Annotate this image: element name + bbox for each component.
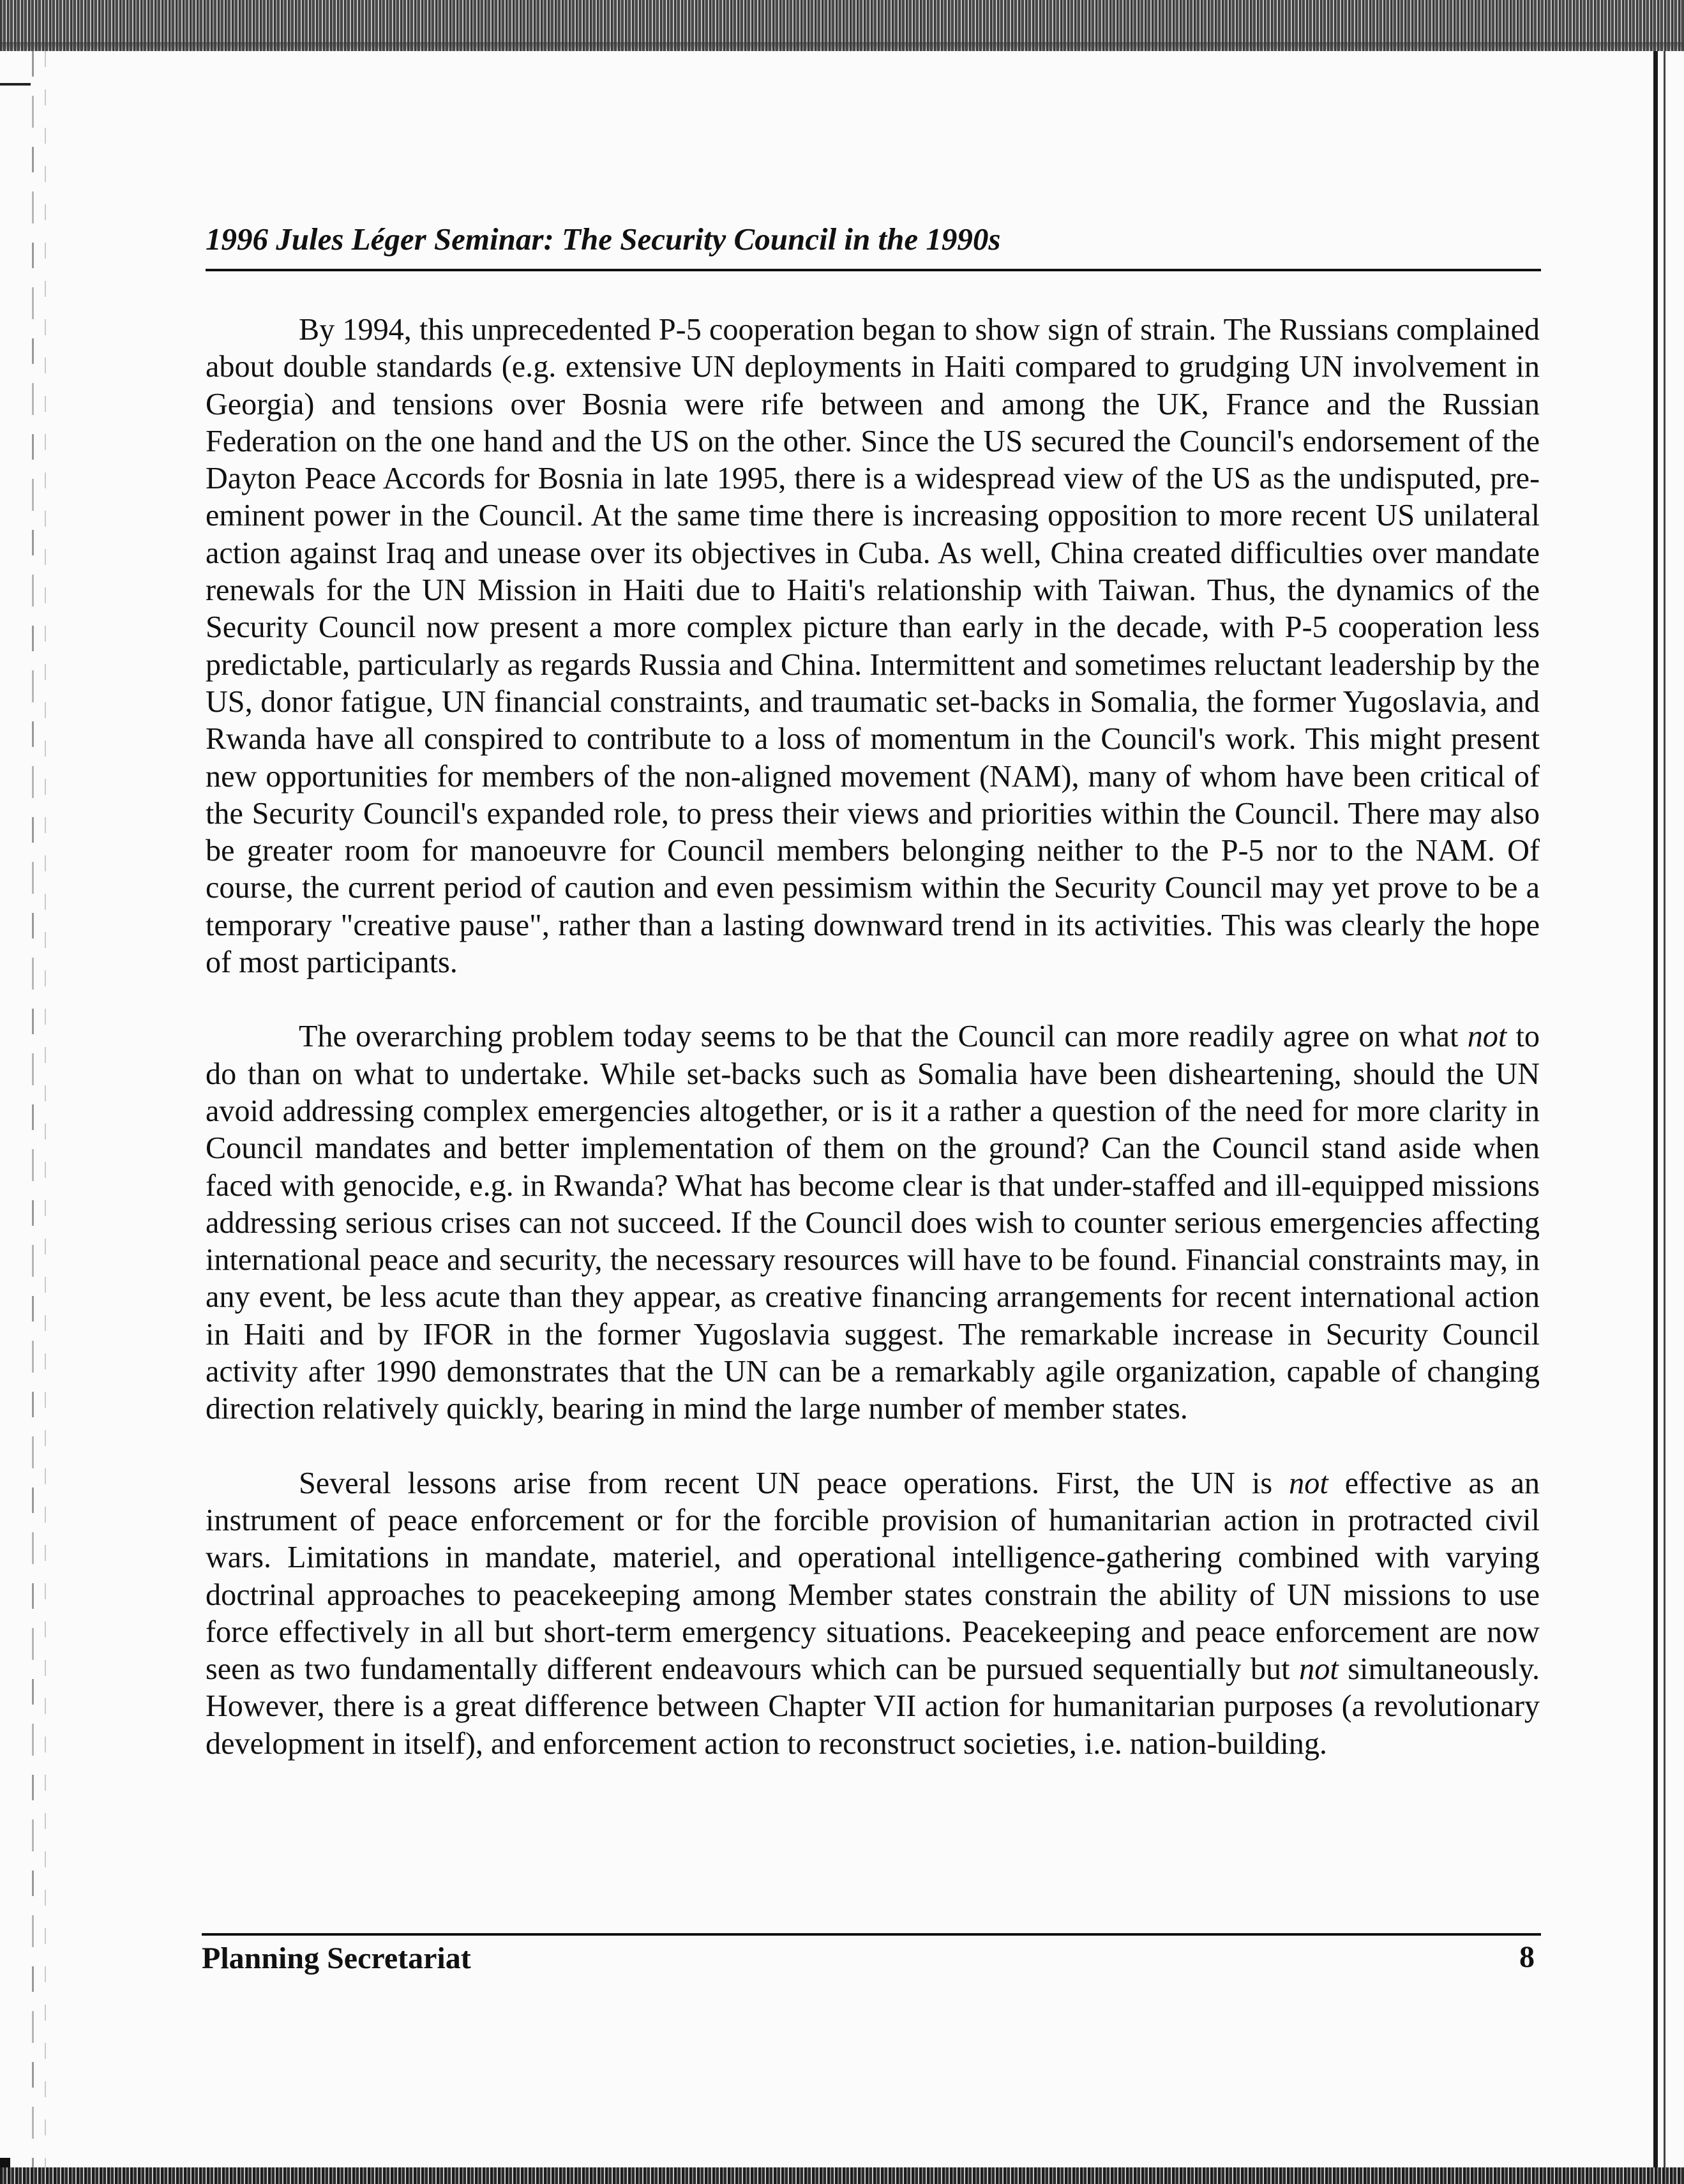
paragraph-1 [206,312,1540,981]
scan-artifact-right-secondary [1664,51,1665,2171]
scan-artifact-left-secondary [45,51,46,2171]
paragraph-3-emphasis-2: not [1299,1652,1339,1687]
paragraph-2 [206,1018,1540,1427]
footer-organization: Planning Secretariat [202,1941,471,1975]
paragraph-3-text-b: effective as an instrument of peace enforcement or for the forcible provision of humanitarian action in protracted civil wars. Limitations in mandate, materiel, and operational intelligence-gathering combined with varying doctrinal approaches to peacekeeping among Member states constrain the ability of UN missions to use force effectively in all but short-term emergency situations. Peacekeeping and peace enforcement are now seen as two fundamentally different endeavours which can be pursued sequentially but [206,1466,1540,1687]
paragraph-3 [206,1465,1540,1763]
paragraph-3-emphasis-1: not [1289,1466,1328,1500]
document-body [206,312,1540,1800]
scan-mark-top-left [0,83,31,86]
running-header: 1996 Jules Léger Seminar: The Security Council in the 1990s [206,222,1001,257]
scan-artifact-left [32,51,34,2171]
paragraph-3-text-c: simultaneously. However, there is a great difference between Chapter VII action for humanitarian purposes (a revolutionary development in itself), and enforcement action to reconstruct societies, i.e. nation-building. [206,1652,1540,1761]
page-number: 8 [1519,1940,1535,1974]
paragraph-3-text-a: Several lessons arise from recent UN peace operations. First, the UN is [299,1466,1289,1500]
footer-rule [202,1933,1541,1936]
scan-artifact-top [0,0,1684,51]
paragraph-1-text: By 1994, this unprecedented P-5 cooperation began to show sign of strain. The Russians complained about double standards (e.g. extensive UN deployments in Haiti compared to grudging UN involvement in Georgia) and tensions over Bosnia were rife between and among the UK, France and the Russian Federation on the one hand and the US on the other. Since the US secured the Council's endorsement of the Dayton Peace Accords for Bosnia in late 1995, there is a widespread view of the US as the undisputed, pre-eminent power in the Council. At the same time there is increasing opposition to more recent US unilateral action against Iraq and unease over its objectives in Cuba. As well, China created difficulties over mandate renewals for the UN Mission in Haiti due to Haiti's relationship with Taiwan. Thus, the dynamics of the Security Council now present a more complex picture than early in the decade, with P-5 cooperation less predictable, particularly as regards Russia and China. Intermittent and sometimes reluctant leadership by the US, donor fatigue, UN financial constraints, and traumatic set-backs in Somalia, the former Yugoslavia, and Rwanda have all conspired to contribute to a loss of momentum in the Council's work. This might present new opportunities for members of the non-aligned movement (NAM), many of whom have been critical of the Security Council's expanded role, to press their views and priorities within the Council. There may also be greater room for manoeuvre for Council members belonging neither to the P-5 nor to the NAM. Of course, the current period of caution and even pessimism within the Security Council may yet prove to be a temporary "creative pause", rather than a lasting downward trend in its activities. This was clearly the hope of most participants. [206,313,1540,980]
scan-artifact-bottom [0,2167,1684,2184]
scan-artifact-right [1653,51,1658,2171]
header-rule [206,269,1541,271]
paragraph-2-text-b: to do than on what to undertake. While set-backs such as Somalia have been disheartening, should the UN avoid addressing complex emergencies altogether, or is it a rather a question of the need for more clarity in Council mandates and better implementation of them on the ground? Can the Council stand aside when faced with genocide, e.g. in Rwanda? What has become clear is that under-staffed and ill-equipped missions addressing serious crises can not succeed. If the Council does wish to counter serious emergencies affecting international peace and security, the necessary resources will have to be found. Financial constraints may, in any event, be less acute than they appear, as creative financing arrangements for recent international action in Haiti and by IFOR in the former Yugoslavia suggest. The remarkable increase in Security Council activity after 1990 demonstrates that the UN can be a remarkably agile organization, capable of changing direction relatively quickly, bearing in mind the large number of member states. [206,1020,1540,1426]
paragraph-2-emphasis: not [1467,1020,1507,1054]
paragraph-2-text-a: The overarching problem today seems to be that the Council can more readily agree on what [299,1020,1468,1054]
